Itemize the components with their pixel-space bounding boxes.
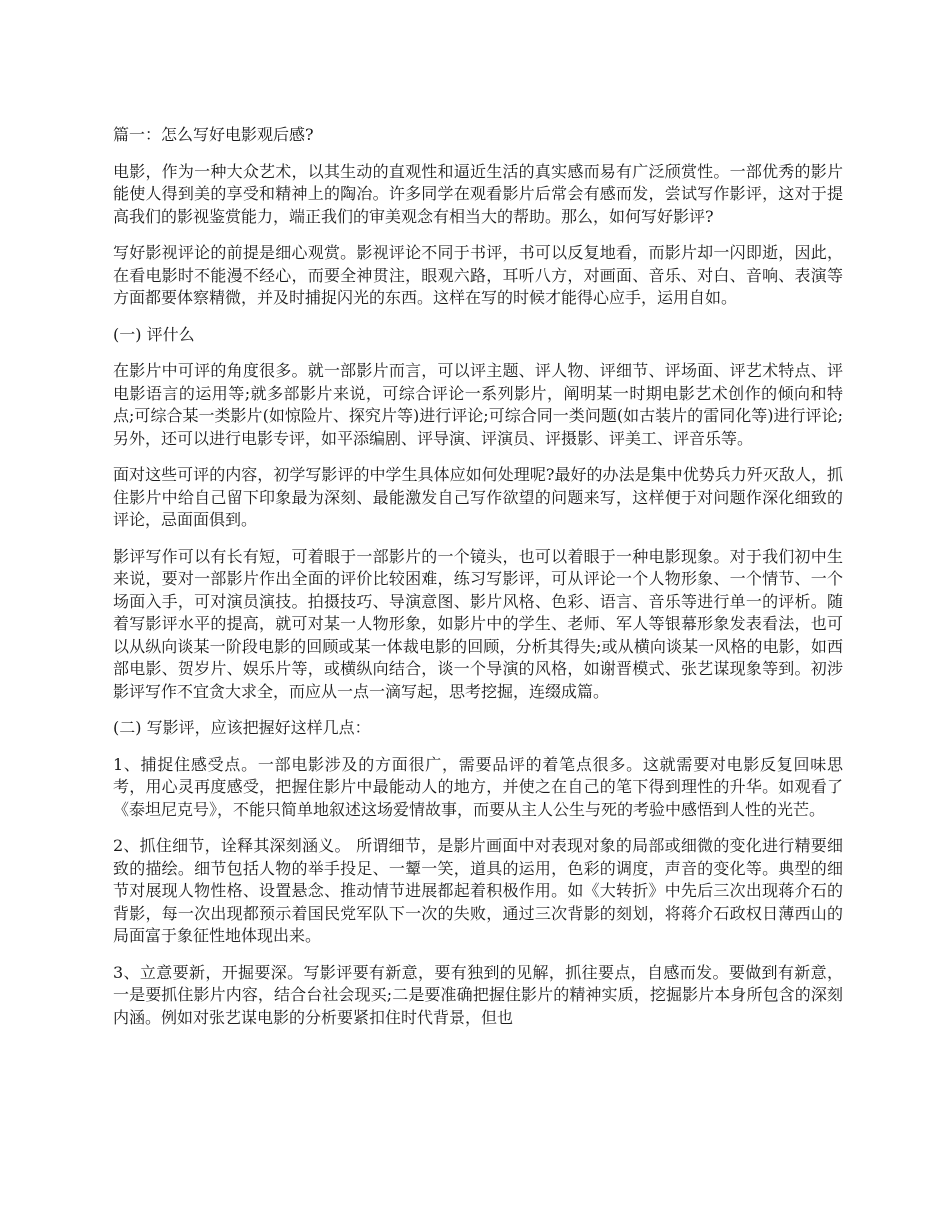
paragraph-point-3: 3、立意要新，开掘要深。写影评要有新意，要有独到的见解，抓往要点，自感而发。要做到有新意，一是要抓住影片内容，结合台社会现买;二是要准确把握住影片的精神实质，挖掘影片本身所包含的深刻内涵。例如对张艺谋电影的分析要紧扣住时代背景，但也 [113,962,843,1027]
paragraph-focus: 面对这些可评的内容，初学写影评的中学生具体应如何处理呢?最好的办法是集中优势兵力歼灭敌人，抓住影片中给自己留下印象最为深刻、最能激发自己写作欲望的问题来写，这样便于对问题作深化细致的评论，忌面面俱到。 [113,465,843,529]
paragraph-intro: 电影，作为一种大众艺术，以其生动的直观性和逼近生活的真实感而易有广泛颀赏性。一部优秀的影片能使人得到美的享受和精神上的陶冶。许多同学在观看影片后常会有感而发，尝试写作影评，这对于提高我们的影视鉴赏能力，端正我们的审美观念有相当大的帮助。那么，如何写好影评? [113,161,843,226]
paragraph-review-angles: 在影片中可评的角度很多。就一部影片而言，可以评主题、评人物、评细节、评场面、评艺术特点、评电影语言的运用等;就多部影片来说，可综合评论一系列影片，阐明某一时期电影艺术创作的倾向和特点;可综合某一类影片(如惊险片、探究片等)进行评论;可综合同一类问题(如古装片的雷同化等)进行评论;另外，还可以进行电影专评，如平添编剧、评导演、评演员、评摄影、评美工、评音乐等。 [113,361,843,448]
paragraph-premise: 写好影视评论的前提是细心观赏。影视评论不同于书评，书可以反复地看，而影片却一闪即逝，因此，在看电影时不能漫不经心，而要全神贯注，眼观六路，耳听八方，对画面、音乐、对白、音响、表演等方面都要体察精微，并及时捕捉闪光的东西。这样在写的时候才能得心应手，运用自如。 [113,243,843,307]
paragraph-point-2: 2、抓住细节，诠释其深刻涵义。 所谓细节，是影片画面中对表现对象的局部或细微的变化进行精要细致的描绘。细节包括人物的举手投足、一颦一笑，道具的运用，色彩的调度，声音的变化等。典型的细节对展现人物性格、设置悬念、推动情节进展都起着积极作用。如《大转折》中先后三次出现蒋介石的背影，每一次出现都预示着国民党军队下一次的失败，通过三次背影的刻划，将蒋介石政权日薄西山的局面富于象征性地体现出来。 [113,836,843,945]
paragraph-length: 影评写作可以有长有短，可着眼于一部影片的一个镜头，也可以着眼于一种电影现象。对于我们初中生来说，要对一部影片作出全面的评价比较困难，练习写影评，可从评论一个人物形象、一个情节、一个场面入手，可对演员演技。拍摄技巧、导演意图、影片风格、色彩、语言、音乐等进行单一的评析。随着写影评水平的提高，就可对某一人物形象，如影片中的学生、老师、军人等银幕形象发表看法，也可以从纵向谈某一阶段电影的回顾或某一体裁电影的回顾，分析其得失;或从横向谈某一风格的电影，如西部电影、贺岁片、娱乐片等，或横纵向结合，谈一个导演的风格，如谢晋模式、张艺谋现象等到。初涉影评写作不宜贪大求全，而应从一点一滴写起，思考挖掘，连缀成篇。 [113,546,843,701]
paragraph-point-1: 1、捕捉住感受点。一部电影涉及的方面很广，需要品评的着笔点很多。这就需要对电影反复回味思考，用心灵再度感受，把握住影片中最能动人的地方，并使之在自己的笔下得到理性的升华。如观看了《泰坦尼克号》，不能只简单地叙述这场爱情故事，而要从主人公生与死的考验中感悟到人性的光芒。 [113,754,843,819]
document-page [113,124,843,1043]
document-title: 篇一：怎么写好电影观后感? [113,125,314,144]
section-heading-key-points: (二) 写影评，应该把握好这样几点： [113,718,371,737]
section-heading-what-to-review: (一) 评什么 [113,324,195,344]
